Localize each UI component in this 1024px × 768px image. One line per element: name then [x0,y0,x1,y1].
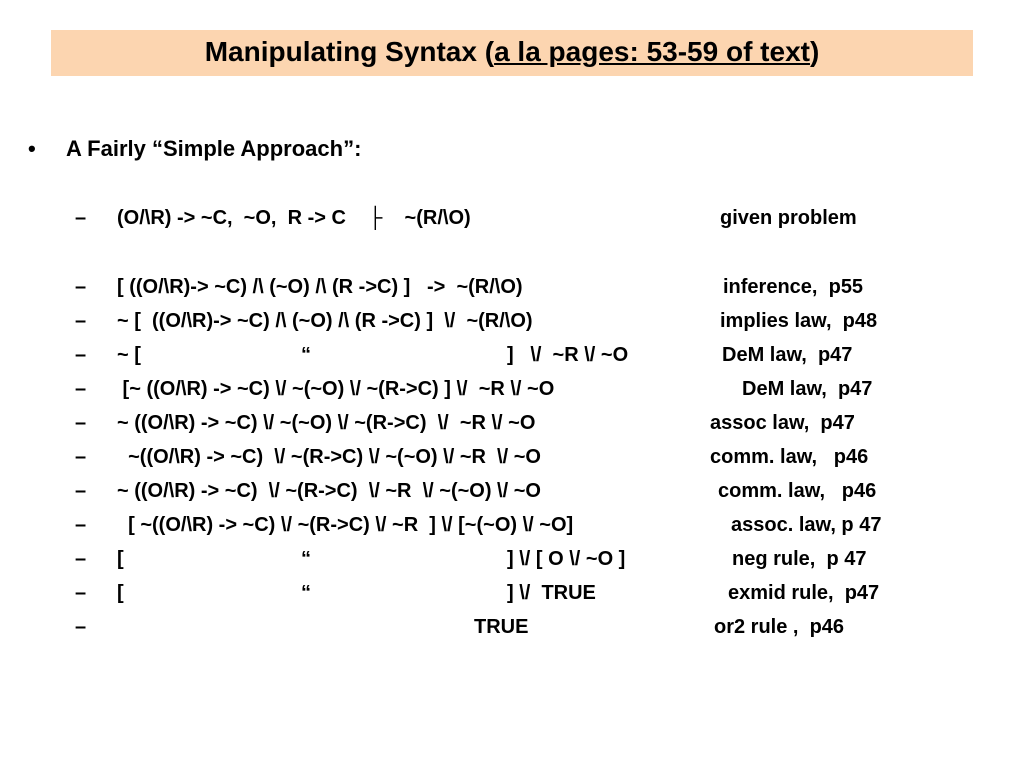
proof-line [0,276,1024,306]
proof-line-given [0,207,1024,237]
line-expression: ~ [ [117,344,141,366]
dash-marker: – [75,616,87,638]
bullet-symbol: • [28,136,36,161]
proof-line [0,548,1024,578]
proof-line [0,514,1024,544]
line-annotation: DeM law, p47 [742,378,873,400]
dash-marker: – [75,207,87,229]
line-expression: ~((O/\R) -> ~C) \/ ~(R->C) \/ ~(~O) \/ ~R \/ ~O [117,446,541,468]
line-expression: ~ ((O/\R) -> ~C) \/ ~(~O) \/ ~(R->C) \/ ~R \/ ~O [117,412,536,434]
bullet-heading: A Fairly “Simple Approach”: [66,136,362,161]
dash-marker: – [75,480,87,502]
dash-marker: – [75,412,87,434]
proof-line [0,344,1024,374]
proof-line [0,412,1024,442]
proof-line [0,582,1024,612]
line-expression: ~ [ ((O/\R)-> ~C) /\ (~O) /\ (R ->C) ] \/ ~(R/\O) [117,310,533,332]
line-annotation: exmid rule, p47 [728,582,880,604]
line-expression: ~ ((O/\R) -> ~C) \/ ~(R->C) \/ ~R \/ ~(~O) \/ ~O [117,480,541,502]
title-page-reference: a la pages: 53-59 of text [494,36,810,67]
line-expression: [ ((O/\R)-> ~C) /\ (~O) /\ (R ->C) ] -> ~(R/\O) [117,276,523,298]
dash-marker: – [75,378,87,400]
line-expression: (O/\R) -> ~C, ~O, R -> C ├ ~(R/\O) [117,207,471,229]
proof-line [0,378,1024,408]
ditto-mark: “ [301,582,311,604]
dash-marker: – [75,446,87,468]
line-expression: [ [117,548,124,570]
proof-line [0,480,1024,510]
line-annotation: assoc law, p47 [710,412,855,434]
line-expression: [ [117,582,124,604]
line-annotation: assoc. law, p 47 [731,514,882,536]
line-annotation: DeM law, p47 [722,344,853,366]
line-annotation: comm. law, p46 [710,446,869,468]
title-main: Manipulating Syntax ( [204,36,495,67]
proof-line [0,446,1024,476]
dash-marker: – [75,276,87,298]
dash-marker: – [75,310,87,332]
proof-line-result [0,616,1024,646]
line-expression: TRUE [474,616,529,638]
dash-marker: – [75,548,87,570]
dash-marker: – [75,344,87,366]
title-bar [51,30,973,76]
ditto-mark: “ [301,344,311,366]
slide-title [51,36,973,68]
line-annotation: given problem [720,207,857,229]
line-expression: [~ ((O/\R) -> ~C) \/ ~(~O) \/ ~(R->C) ] \/ ~R \/ ~O [117,378,555,400]
dash-marker: – [75,582,87,604]
title-close-paren: ) [809,36,820,67]
line-expression-end: ] \/ ~R \/ ~O [507,344,629,366]
line-annotation: comm. law, p46 [718,480,877,502]
line-expression-end: ] \/ [ O \/ ~O ] [507,548,626,570]
line-expression: [ ~((O/\R) -> ~C) \/ ~(R->C) \/ ~R ] \/ [~(~O) \/ ~O] [117,514,574,536]
ditto-mark: “ [301,548,311,570]
line-annotation: or2 rule , p46 [714,616,845,638]
line-annotation: implies law, p48 [720,310,878,332]
line-annotation: inference, p55 [723,276,864,298]
line-expression-end: ] \/ TRUE [507,582,596,604]
dash-marker: – [75,514,87,536]
proof-line [0,310,1024,340]
line-annotation: neg rule, p 47 [732,548,867,570]
